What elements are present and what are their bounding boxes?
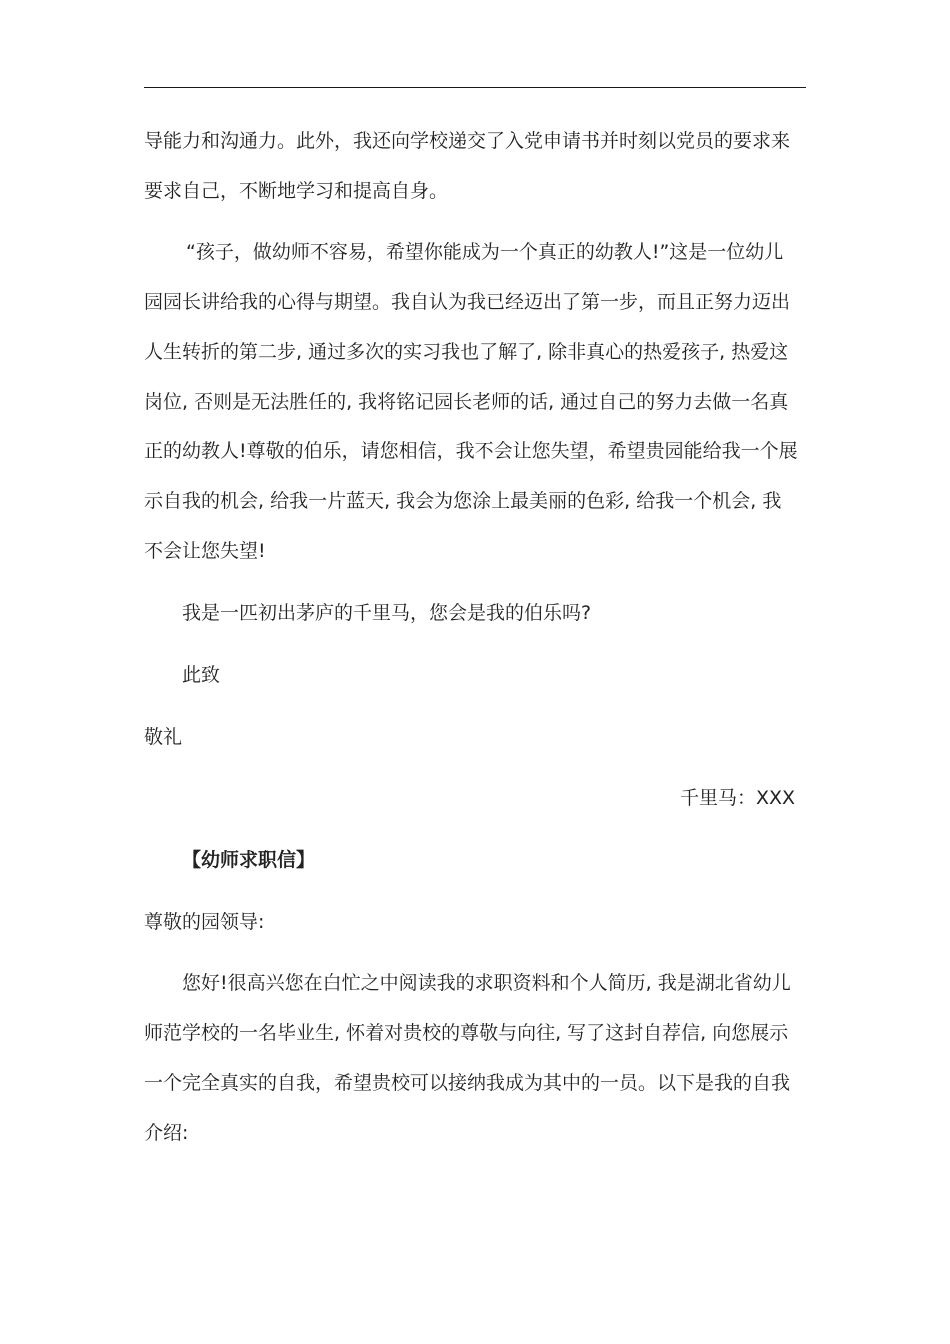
section-heading: 【幼师求职信】 bbox=[182, 849, 316, 871]
text-line: 介绍: bbox=[144, 1122, 189, 1144]
text-line: “孩子，做幼师不容易，希望你能成为一个真正的幼教人!”这是一位幼儿 bbox=[186, 241, 784, 263]
text-line: 人生转折的第二步, 通过多次的实习我也了解了, 除非真心的热爱孩子, 热爱这 bbox=[144, 341, 789, 363]
text-line: 一个完全真实的自我，希望贵校可以接纳我成为其中的一员。以下是我的自我 bbox=[144, 1072, 791, 1094]
text-line: 岗位, 否则是无法胜任的, 我将铭记园长老师的话, 通过自己的努力去做一名真 bbox=[144, 391, 789, 413]
text-line: 您好!很高兴您在白忙之中阅读我的求职资料和个人简历, 我是湖北省幼儿 bbox=[182, 972, 791, 994]
text-line: 示自我的机会, 给我一片蓝天, 我会为您涂上最美丽的色彩, 给我一个机会, 我 bbox=[144, 490, 782, 512]
text-line: 园园长讲给我的心得与期望。我自认为我已经迈出了第一步，而且正努力迈出 bbox=[144, 291, 791, 313]
text-line: 要求自己，不断地学习和提高自身。 bbox=[144, 180, 449, 202]
salutation: 尊敬的园领导: bbox=[144, 911, 265, 933]
header-rule bbox=[144, 87, 806, 88]
closing-question: 我是一匹初出茅庐的千里马，您会是我的伯乐吗? bbox=[182, 602, 592, 624]
text-line: 导能力和沟通力。此外，我还向学校递交了入党申请书并时刻以党员的要求来 bbox=[144, 130, 791, 152]
text-line: 正的幼教人!尊敬的伯乐，请您相信，我不会让您失望，希望贵园能给我一个展 bbox=[144, 440, 798, 462]
text-line: 不会让您失望! bbox=[144, 540, 266, 562]
signature: 千里马：XXX bbox=[679, 787, 795, 809]
text-line: 师范学校的一名毕业生, 怀着对贵校的尊敬与向往, 写了这封自荐信, 向您展示 bbox=[144, 1022, 789, 1044]
closing-to: 此致 bbox=[182, 664, 221, 686]
closing-salute: 敬礼 bbox=[144, 726, 183, 748]
